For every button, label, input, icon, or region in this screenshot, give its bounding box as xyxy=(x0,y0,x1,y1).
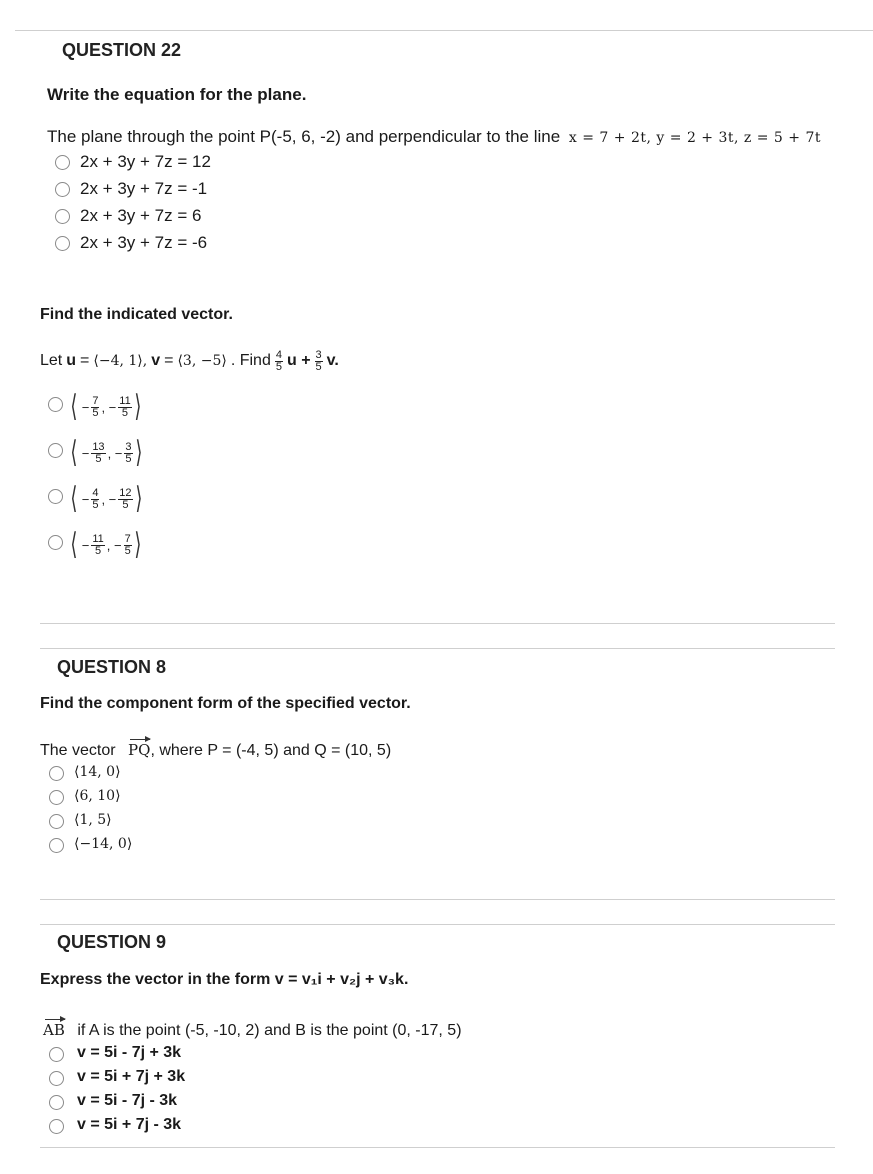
q8-option-4-label[interactable]: ⟨−14, 0⟩ xyxy=(74,836,133,852)
equals-2: = xyxy=(164,352,174,369)
vec-option-3-radio[interactable] xyxy=(48,489,63,504)
equals-1: = xyxy=(80,352,90,369)
pq-vector: PQ xyxy=(128,741,151,759)
q22-option-4-radio[interactable] xyxy=(55,236,70,251)
coef-2-den: 5 xyxy=(315,360,322,373)
q8-option-1-radio[interactable] xyxy=(49,766,64,781)
line-equation: x = 7 + 2t, y = 2 + 3t, z = 5 + 7t xyxy=(568,130,821,146)
coef-1-den: 5 xyxy=(275,360,282,373)
q9-option-4-radio[interactable] xyxy=(49,1119,64,1134)
question-9-text xyxy=(43,1021,462,1040)
q9-option-1-radio[interactable] xyxy=(49,1047,64,1062)
q8-option-3-label[interactable]: ⟨1, 5⟩ xyxy=(74,812,112,828)
q9-option-3-radio[interactable] xyxy=(49,1095,64,1110)
v-value: ⟨3, −5⟩ xyxy=(177,353,227,369)
question-8-title: QUESTION 8 xyxy=(57,657,167,677)
divider-2 xyxy=(40,648,835,649)
divider-3 xyxy=(40,899,835,900)
question-8-prompt: Find the component form of the specified vector. xyxy=(40,695,411,712)
question-22-text xyxy=(47,127,821,147)
q8-option-3-radio[interactable] xyxy=(49,814,64,829)
q8-option-2-label[interactable]: ⟨6, 10⟩ xyxy=(74,788,121,804)
q8-option-4-radio[interactable] xyxy=(49,838,64,853)
q22-option-4-label[interactable]: 2x + 3y + 7z = -6 xyxy=(80,233,208,252)
question-9-prompt: Express the vector in the form v = v₁i + v₂j + v₃k. xyxy=(40,971,409,988)
q9-option-2-radio[interactable] xyxy=(49,1071,64,1086)
coef-3-5 xyxy=(315,350,323,373)
vec-option-3[interactable]: ⟨ − $\frac{4}{5}$ , − $\frac{12}{5}$ ⟩ xyxy=(70,482,142,515)
q22-option-1-label[interactable]: 2x + 3y + 7z = 12 xyxy=(80,152,211,171)
question-9-statement: if A is the point (-5, -10, 2) and B is the point (0, -17, 5) xyxy=(77,1022,462,1039)
u-label: u xyxy=(66,352,77,369)
divider-1 xyxy=(40,623,835,624)
vector-pre: The vector xyxy=(40,742,116,759)
let-text: Let xyxy=(40,352,63,369)
q22-option-1-radio[interactable] xyxy=(55,155,70,170)
q22-option-2-radio[interactable] xyxy=(55,182,70,197)
divider-4 xyxy=(40,924,835,925)
vec-option-4-radio[interactable] xyxy=(48,535,63,550)
vec-option-2-radio[interactable] xyxy=(48,443,63,458)
find-text: . Find xyxy=(230,352,271,369)
vec-option-1-radio[interactable] xyxy=(48,397,63,412)
question-22-statement: The plane through the point P(-5, 6, -2) and perpendicular to the line xyxy=(47,127,561,146)
coef-4-5 xyxy=(275,350,283,373)
q9-option-3-label[interactable]: v = 5i - 7j - 3k xyxy=(77,1092,178,1109)
coef-2-num: 3 xyxy=(315,348,322,361)
vector-post: , where P = (-4, 5) and Q = (10, 5) xyxy=(150,742,392,759)
coef-1-num: 4 xyxy=(275,348,282,361)
question-9-title: QUESTION 9 xyxy=(57,932,167,952)
u-value: ⟨−4, 1⟩, xyxy=(93,353,148,369)
v-end: v. xyxy=(326,352,339,369)
q8-option-1-label[interactable]: ⟨14, 0⟩ xyxy=(74,764,121,780)
v-label: v xyxy=(151,352,161,369)
q22-option-3-label[interactable]: 2x + 3y + 7z = 6 xyxy=(80,206,202,225)
q9-option-1-label[interactable]: v = 5i - 7j + 3k xyxy=(77,1044,182,1061)
vec-option-4[interactable]: ⟨ − $\frac{11}{5}$ , − $\frac{7}{5}$ ⟩ xyxy=(70,528,142,561)
q9-option-4-label[interactable]: v = 5i + 7j - 3k xyxy=(77,1116,182,1133)
divider-top xyxy=(15,30,873,31)
divider-bottom xyxy=(40,1147,835,1148)
vec-option-2[interactable]: ⟨ − $\frac{13}{5}$ , − $\frac{3}{5}$ ⟩ xyxy=(70,436,142,469)
vector-question-prompt: Find the indicated vector. xyxy=(40,306,233,323)
q9-option-2-label[interactable]: v = 5i + 7j + 3k xyxy=(77,1068,186,1085)
q8-option-2-radio[interactable] xyxy=(49,790,64,805)
q22-option-2-label[interactable]: 2x + 3y + 7z = -1 xyxy=(80,179,208,198)
u-plus: u + xyxy=(286,352,311,369)
vec-option-1[interactable]: ⟨ − $\frac{7}{5}$ , − $\frac{11}{5}$ ⟩ xyxy=(70,390,142,423)
question-8-text xyxy=(40,741,391,760)
question-22-prompt: Write the equation for the plane. xyxy=(47,85,307,104)
question-22-title: QUESTION 22 xyxy=(62,40,182,60)
q22-option-3-radio[interactable] xyxy=(55,209,70,224)
ab-vector: AB xyxy=(43,1021,65,1039)
vector-question-text xyxy=(40,343,339,379)
